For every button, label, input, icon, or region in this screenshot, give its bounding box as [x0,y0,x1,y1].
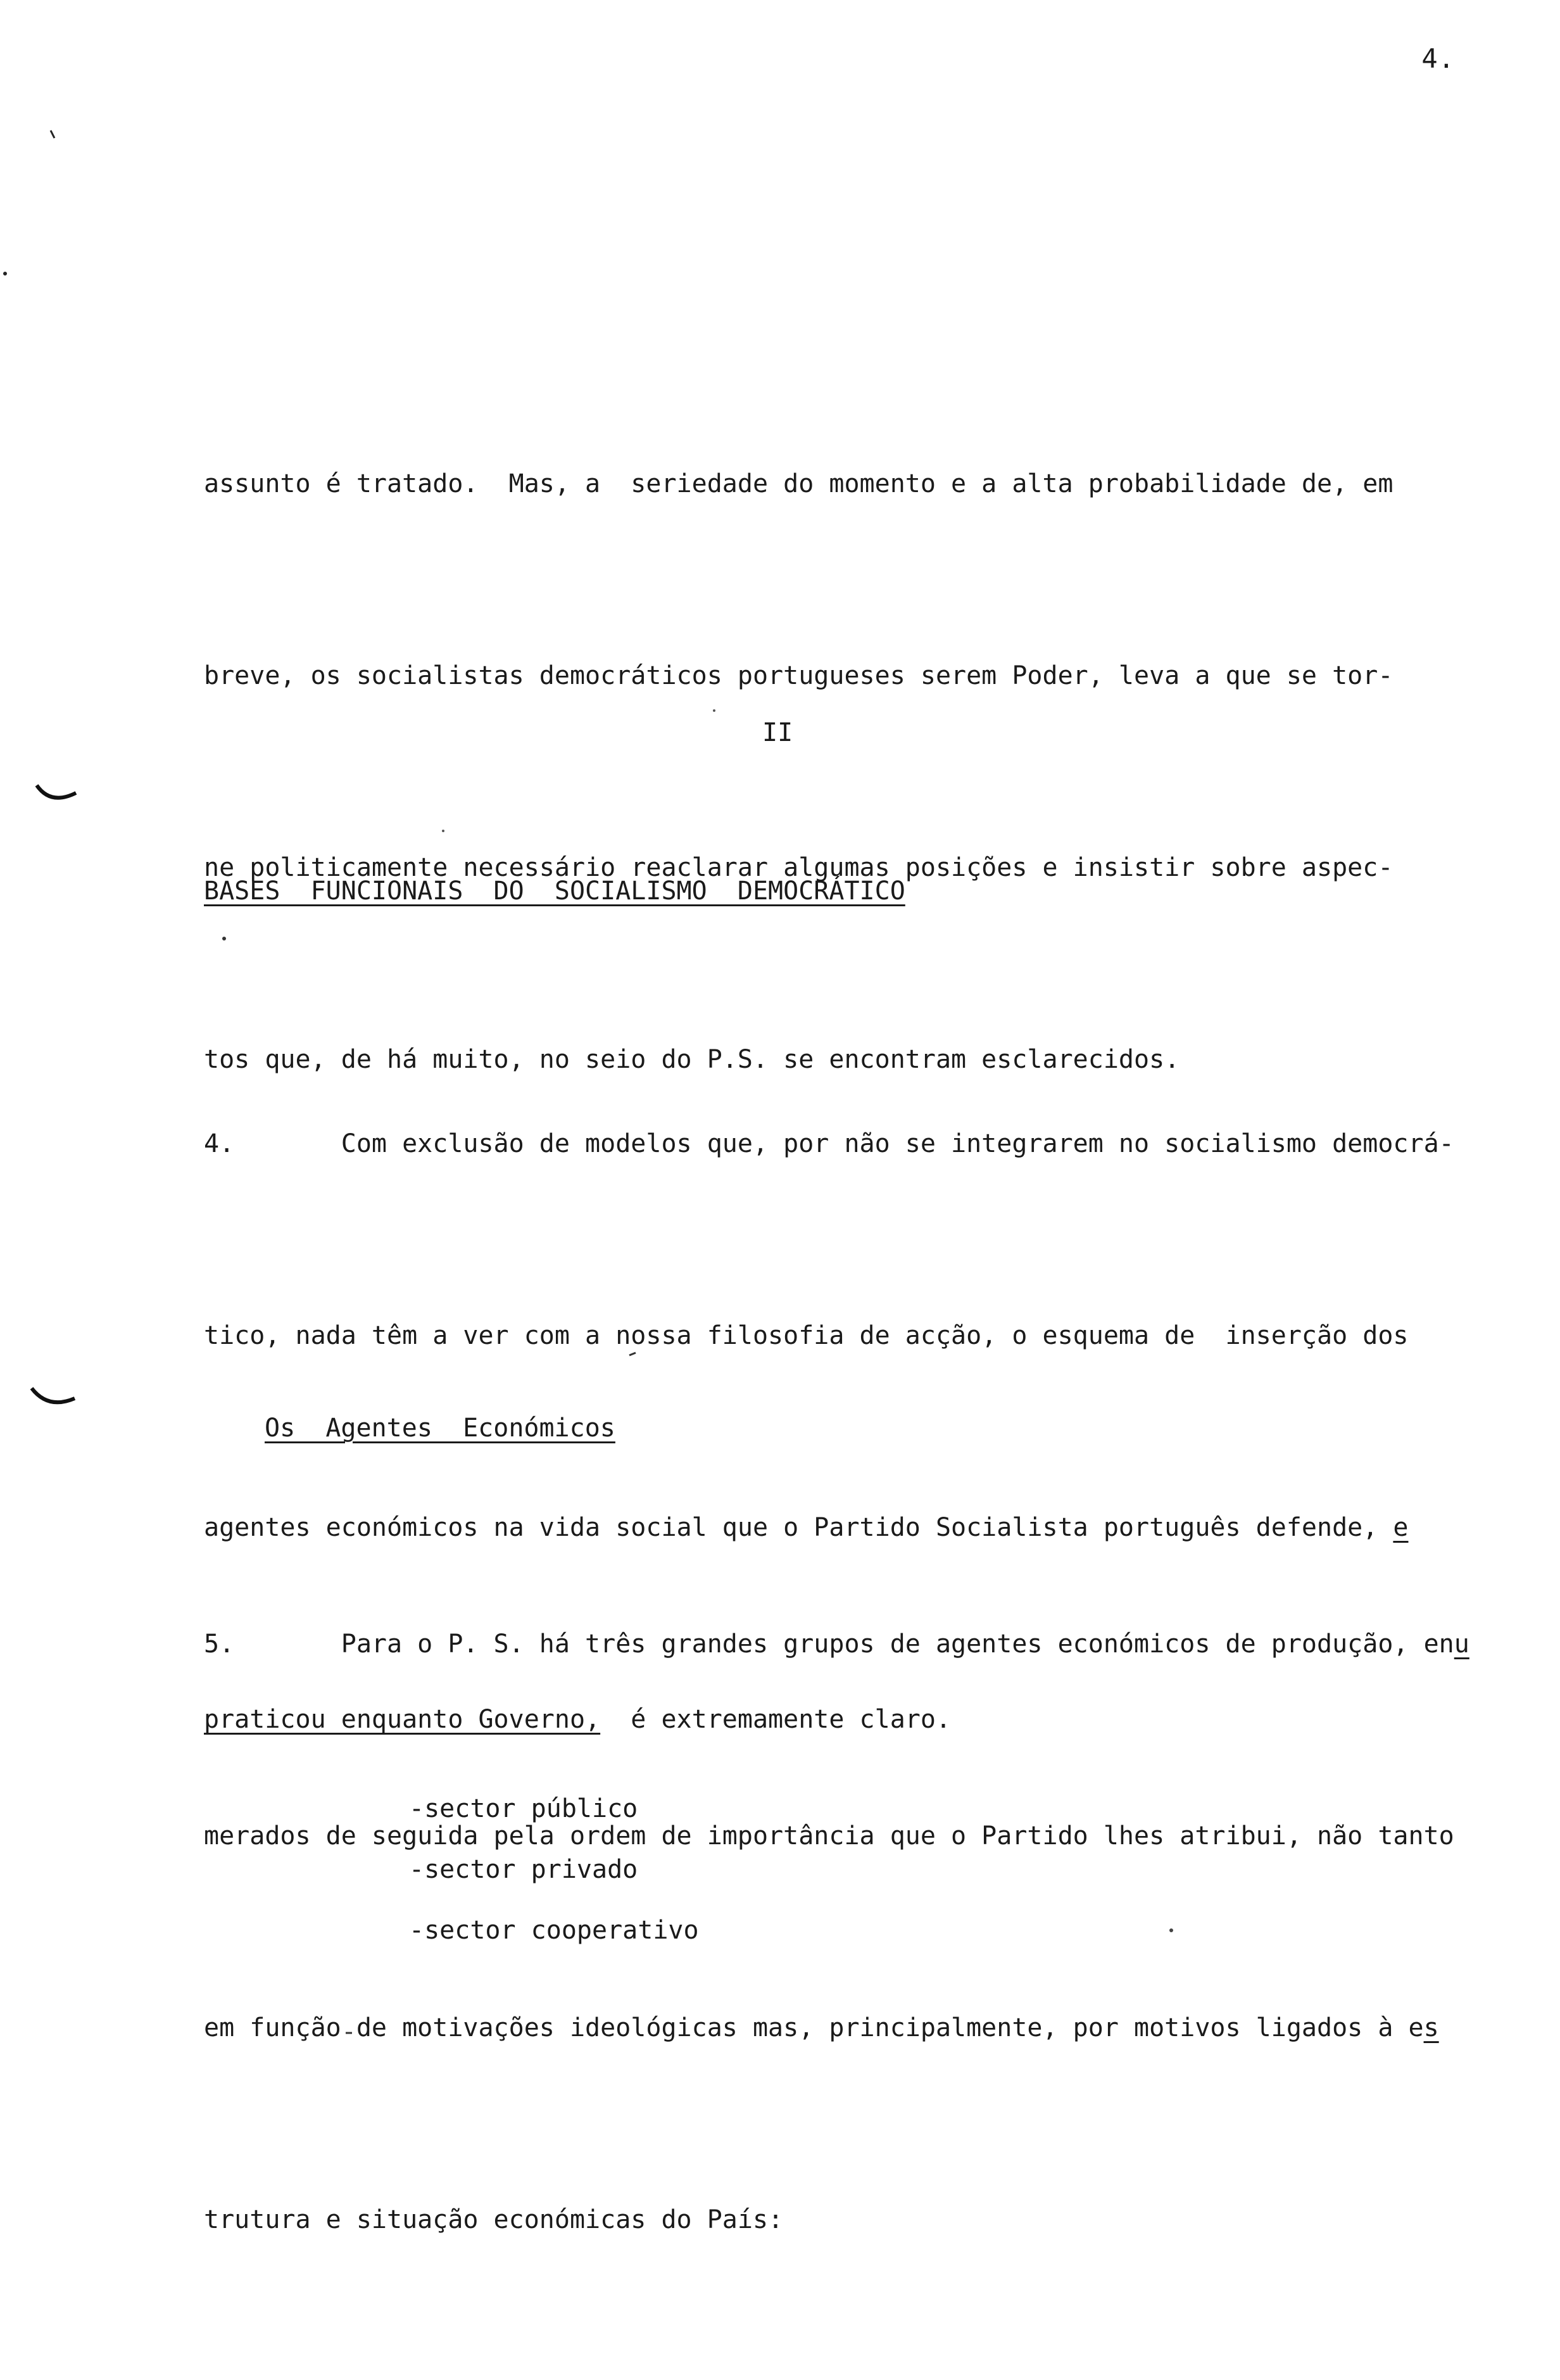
sector-list [409,1778,699,1961]
text-line [204,1996,1469,2060]
underlined-text: praticou enquanto Governo, [204,1705,601,1734]
margin-bracket-mark-lower [32,1388,75,1402]
text-line: breve, os socialistas democráticos portugueses serem Poder, leva a que se tor- [204,661,1393,690]
underlined-text: u [1454,1630,1469,1659]
text-line: assunto é tratado. Mas, a seriedade do momento e a alta probabilidade de, em [204,469,1393,498]
scan-speck [51,130,54,138]
paragraph-5 [204,1484,1469,2380]
underlined-text: s [1423,2013,1439,2042]
subheading: Os Agentes Económicos [265,1414,615,1443]
text-line [204,1612,1469,1676]
list-item: -sector privado [409,1855,638,1884]
section-heading: BASES FUNCIONAIS DO SOCIALISMO DEMOCRÁTICO [204,877,905,906]
list-item: -sector cooperativo [409,1916,699,1945]
underlined-text: e [1393,1513,1409,1542]
text-line: trutura e situação económicas do País: [204,2205,784,2234]
scan-speck [3,272,7,275]
list-item: -sector público [409,1794,638,1823]
text-line: ne politicamente necessário reaclarar algumas posições e insistir sobre aspec- [204,853,1393,882]
text-run: é extremamente claro. [600,1705,952,1734]
section-number: II [762,718,793,747]
text-run: em função de motivações ideológicas mas, principalmente, por motivos ligados à e [204,2013,1424,2042]
text-run: agentes económicos na vida social que o Partido Socialista português defende, [204,1513,1393,1542]
text-run: 5. Para o P. S. há três grandes grupos de agentes económicos de produção, en [204,1630,1454,1659]
text-line: tico, nada têm a ver com a nossa filosofia de acção, o esquema de inserção dos [204,1321,1409,1350]
margin-bracket-mark-upper [37,785,76,798]
text-line: 4. Com exclusão de modelos que, por não se integrarem no socialismo democrá- [204,1129,1454,1158]
page-number: 4. [1421,43,1455,74]
text-line: tos que, de há muito, no seio do P.S. se encontram esclarecidos. [204,1045,1180,1074]
text-line: merados de seguida pela ordem de importância que o Partido lhes atribui, não tanto [204,1821,1454,1851]
